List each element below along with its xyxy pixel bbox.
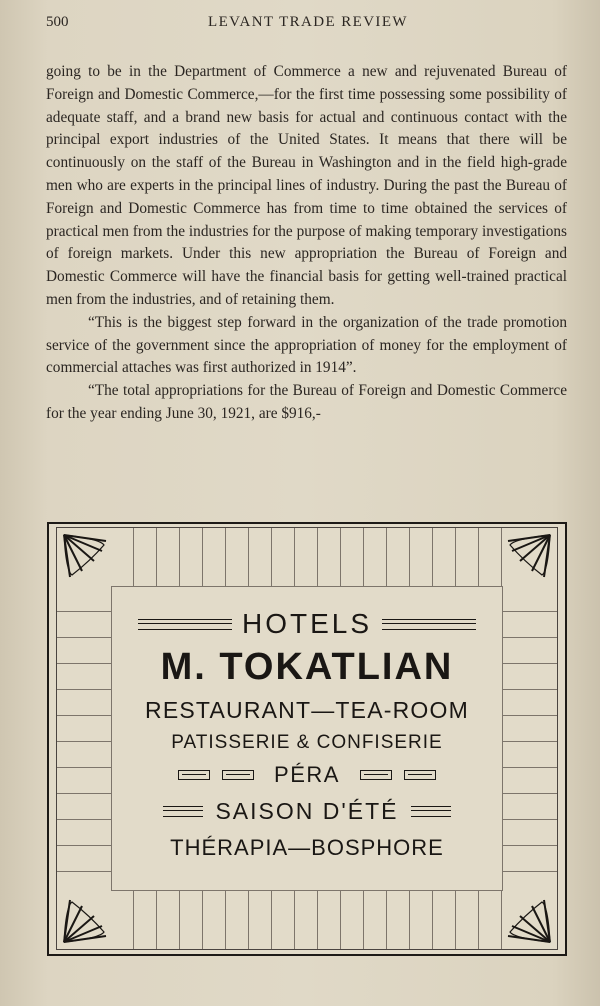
fan-ornament-icon <box>504 896 554 946</box>
ad-heading-hotels: HOTELS <box>241 608 373 639</box>
ad-copy <box>112 608 502 861</box>
hotels-row <box>112 608 502 640</box>
triple-rule-ornament <box>163 806 203 817</box>
paragraph-2: “This is the biggest step forward in the organization of the trade promotion service of the government since the appropriation of money for the employment of commercial attaches was first authorized in 1914”. <box>46 313 567 377</box>
ad-hotel-name: M. TOKATLIAN <box>160 646 454 688</box>
ad-restaurant-line: RESTAURANT—TEA-ROOM <box>145 697 469 723</box>
triple-rule-ornament <box>382 619 476 630</box>
ad-right-rule-pattern <box>502 586 557 891</box>
paragraph-3: “The total appropriations for the Bureau of Foreign and Domestic Commerce for the year ending June 30, 1921, are $916,- <box>46 382 567 422</box>
box-ornament <box>222 770 254 780</box>
triple-rule-ornament <box>138 619 232 630</box>
box-ornament <box>404 770 436 780</box>
fan-ornament-icon <box>60 896 110 946</box>
triple-rule-ornament <box>411 806 451 817</box>
fan-ornament-icon <box>504 531 554 581</box>
saison-row <box>112 798 502 825</box>
page-number: 500 <box>46 14 69 30</box>
running-title: LEVANT TRADE REVIEW <box>208 14 408 30</box>
article-body <box>46 61 567 426</box>
ad-bottom-rule-pattern <box>111 890 503 949</box>
ad-left-rule-pattern <box>57 586 112 891</box>
running-header <box>46 14 570 36</box>
pera-row <box>112 762 502 788</box>
box-ornament <box>178 770 210 780</box>
box-ornament <box>360 770 392 780</box>
ad-summer-season: SAISON D'ÉTÉ <box>215 798 399 824</box>
ad-location-therapia: THÉRAPIA—BOSPHORE <box>170 835 444 860</box>
ad-location-pera: PÉRA <box>274 762 340 787</box>
fan-ornament-icon <box>60 531 110 581</box>
hotel-advertisement <box>47 522 567 956</box>
paragraph-1: going to be in the Department of Commerce a new and rejuvenated Bureau of Foreign and Domestic Commerce,—for the first time possessing some possibility of adequate staff, and a brand new basis for actual and continuous contact with the principal export industries of the United States. It means that there will be continuously on the staff of the Bureau in Washington and in the field high-grade men who are experts in the principal lines of industry. During the past the Bureau of Foreign and Domestic Commerce has from time to time obtained the services of practical men from the industries for the purpose of making temporary investigations of foreign markets. Under this new appropriation the Bureau of Foreign and Domestic Commerce will have the financial basis for getting well-trained practical men from the industries, and of retaining them. <box>46 63 567 308</box>
ad-border-frame <box>56 527 558 950</box>
ad-patisserie-line: PATISSERIE & CONFISERIE <box>171 732 443 753</box>
ad-top-rule-pattern <box>111 528 503 587</box>
